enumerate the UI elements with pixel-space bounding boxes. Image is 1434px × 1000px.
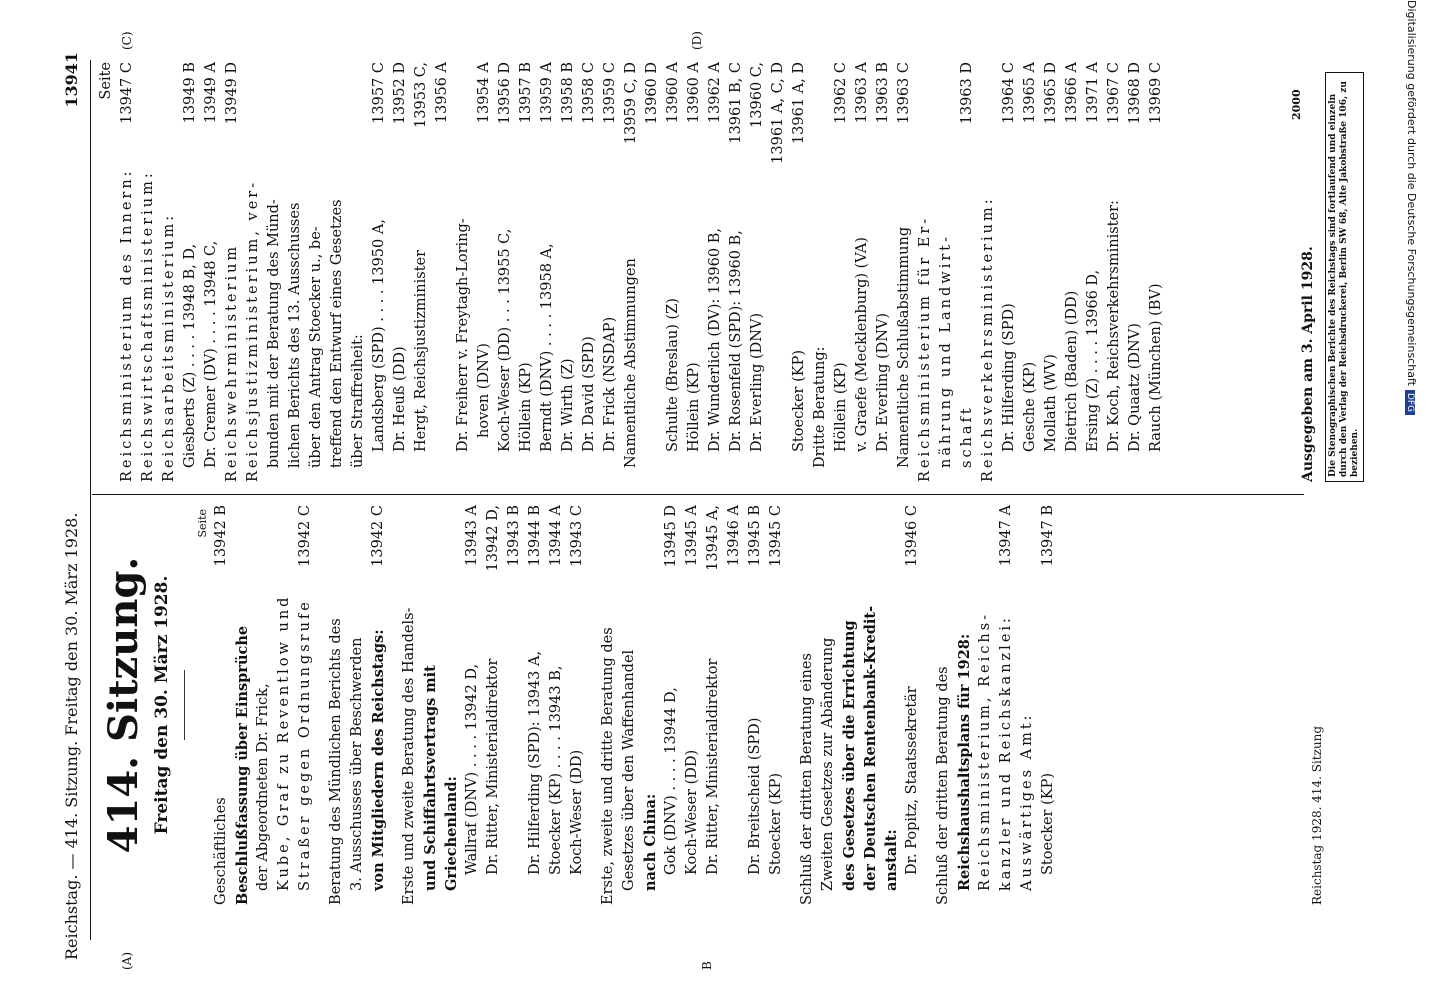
toc-entry-page: 13945 A: [684, 505, 700, 567]
right-toc: [96, 62, 1167, 482]
toc-entry-page: 13943 C: [569, 505, 585, 567]
session-title: 414. Sitzung.: [100, 556, 147, 854]
toc-entry: [295, 505, 316, 905]
toc-entry: [390, 62, 411, 482]
toc-entry: [902, 505, 923, 905]
toc-entry-page: Seite: [98, 62, 114, 100]
toc-entry-text: Reichsarbeitsministerium:: [161, 212, 177, 482]
toc-gap: [787, 505, 797, 905]
toc-entry: [264, 62, 285, 482]
toc-entry-page: 13960 A: [665, 62, 681, 124]
toc-entry: [999, 62, 1020, 482]
toc-entry-text: Reichswirtschaftsministerium:: [140, 170, 156, 482]
toc-entry: [705, 62, 726, 482]
header-page-number: 13941: [62, 52, 81, 108]
toc-gap: [588, 505, 598, 905]
toc-entry-text: Dr. Rosenfeld (SPD): 13960 B,: [728, 230, 744, 452]
toc-entry-page: 13954 A: [476, 62, 492, 124]
toc-entry-page: 13956 D: [497, 62, 513, 125]
toc-entry-text: und Schiffahrtsvertrags mit: [422, 665, 439, 891]
toc-entry: [306, 62, 327, 482]
toc-entry: [996, 505, 1017, 905]
toc-entry-text: Mollath (WV): [1043, 354, 1059, 452]
toc-entry-text: nährung und Landwirt-: [938, 234, 954, 468]
page-header: [62, 52, 86, 960]
toc-entry-page: 13957 B: [518, 62, 534, 124]
toc-entry-text: Dr. Hilferding (SPD): 13943 A,: [527, 650, 543, 875]
toc-entry: [211, 505, 232, 905]
toc-entry-text: Gesetzes über den Waffenhandel: [621, 649, 637, 891]
toc-entry: [600, 62, 621, 482]
toc-entry-text: Reichsministerium für Er-: [917, 215, 933, 482]
toc-entry: [954, 505, 975, 905]
toc-entry-page: 13960 C,: [749, 62, 765, 128]
toc-entry: [117, 62, 138, 482]
toc-entry-page: 13953 C,: [413, 62, 429, 128]
toc-entry-text: v. Graefe (Mecklenburg) (VA): [854, 237, 870, 452]
toc-entry: [432, 62, 453, 482]
toc-entry: [222, 62, 243, 482]
toc-entry-text: Koch-Weser (DD) . . . 13955 C,: [497, 228, 513, 452]
toc-entry-page: 13963 B: [875, 62, 891, 124]
toc-entry-text: des Gesetzes über die Errichtung: [841, 620, 858, 891]
toc-entry-text: Schluß der dritten Beratung eines: [799, 653, 815, 905]
toc-entry: [399, 505, 420, 905]
toc-entry-text: über den Antrag Stoecker u., be-: [308, 226, 324, 468]
toc-entry-text: Gok (DNV) . . . . 13944 D,: [663, 687, 679, 875]
toc-entry-page: 13945 B: [747, 505, 763, 567]
toc-entry-page: 13959 C, D: [623, 62, 639, 145]
toc-entry: [642, 62, 663, 482]
toc-entry: [1062, 62, 1083, 482]
toc-entry-text: nach China:: [642, 793, 659, 891]
toc-entry: [274, 505, 295, 905]
toc-entry-text: der Deutschen Rentenbank-Kredit-: [862, 605, 879, 891]
toc-entry: [567, 505, 588, 905]
toc-entry-page: 13958 B: [560, 62, 576, 124]
toc-entry-text: Erste und zweite Beratung des Handels-: [401, 607, 417, 905]
toc-entry: [768, 62, 789, 482]
toc-entry-page: 13945 C: [768, 505, 784, 567]
toc-entry-page: 13962 A: [707, 62, 723, 124]
toc-entry: [873, 62, 894, 482]
toc-entry-page: 13961 A, D: [791, 62, 807, 145]
toc-entry-page: 13943 B: [506, 505, 522, 567]
toc-entry-page: 13946 A: [726, 505, 742, 567]
toc-gap: [923, 505, 933, 905]
toc-entry: [1104, 62, 1125, 482]
toc-entry: [978, 62, 999, 482]
toc-entry: [745, 505, 766, 905]
toc-entry: [1041, 62, 1062, 482]
toc-entry: [682, 505, 703, 905]
toc-entry: [441, 505, 462, 905]
toc-entry-text: Schulte (Breslau) (Z): [665, 298, 681, 452]
toc-entry: [537, 62, 558, 482]
toc-entry-page: 13958 C: [581, 62, 597, 124]
distribution-notice: Die Stenographischen Berichte des Reichstags sind fortlaufend und einzeln durch den Verlag der Reichsdruckerei, Berlin SW 68, Alte Jakobstraße 106, zu beziehen.: [1325, 72, 1364, 482]
toc-entry-text: Höllein (KP): [686, 362, 702, 452]
toc-entry: [253, 505, 274, 905]
toc-gap: [389, 505, 399, 905]
toc-entry-text: Namentliche Schlußabstimmung: [896, 226, 912, 468]
toc-entry-text: Giesberts (Z) . . . . 13948 B, D,: [182, 243, 198, 468]
toc-entry: [327, 62, 348, 482]
toc-entry-text: lichen Berichts des 13. Ausschusses: [287, 202, 303, 468]
toc-entry-text: Höllein (KP): [518, 362, 534, 452]
toc-entry-page: 13957 C: [371, 62, 387, 124]
toc-entry: [96, 62, 117, 482]
toc-entry-text: Dr. Heuß (DD): [392, 346, 408, 452]
toc-entry: [462, 505, 483, 905]
seite-label: Seite: [196, 509, 209, 538]
toc-entry-text: Griechenland:: [443, 776, 460, 891]
toc-entry: [285, 62, 306, 482]
toc-entry: [684, 62, 705, 482]
toc-entry: [726, 62, 747, 482]
toc-entry: [453, 62, 474, 482]
toc-entry-text: 3. Ausschusses über Beschwerden: [349, 637, 365, 891]
toc-entry: [180, 62, 201, 482]
toc-entry-page: 13971 A: [1085, 62, 1101, 124]
toc-entry-text: Dr. Wirth (Z): [560, 358, 576, 452]
toc-entry-page: 13960 D: [644, 62, 660, 125]
toc-entry-text: Beschlußfassung über Einsprüche: [234, 625, 251, 905]
toc-entry: [411, 62, 432, 482]
toc-entry: [1038, 505, 1059, 905]
toc-entry: [789, 62, 810, 482]
margin-mark-a: (A): [120, 951, 134, 970]
toc-entry: [138, 62, 159, 482]
toc-entry-text: Dr. Frick (NSDAP): [602, 316, 618, 452]
toc-entry: [368, 505, 389, 905]
toc-entry-page: 13949 D: [224, 62, 240, 125]
toc-entry-text: Gesche (KP): [1022, 361, 1038, 452]
toc-entry-text: Auswärtiges Amt:: [1019, 712, 1035, 891]
toc-entry: [957, 62, 978, 482]
toc-entry-text: Namentliche Abstimmungen: [623, 258, 639, 468]
toc-entry-text: anstalt:: [883, 829, 900, 891]
toc-entry-text: Landsberg (SPD) . . . . 13950 A,: [371, 219, 387, 452]
toc-entry-page: 13967 C: [1106, 62, 1122, 124]
toc-entry: [159, 62, 180, 482]
toc-entry: [810, 62, 831, 482]
toc-entry-page: 13945 D: [663, 505, 679, 568]
margin-mark-b: B: [700, 961, 714, 970]
toc-entry-text: Dietrich (Baden) (DD): [1064, 290, 1080, 452]
toc-entry: [915, 62, 936, 482]
toc-entry: [546, 505, 567, 905]
toc-entry-text: Dritte Beratung:: [812, 346, 828, 468]
toc-entry-page: 13961 A, C, D: [770, 62, 786, 164]
toc-entry: [621, 62, 642, 482]
toc-entry-text: Rauch (München) (BV): [1148, 283, 1164, 452]
toc-entry-text: Stoecker (KP): [768, 772, 784, 875]
toc-entry: [661, 505, 682, 905]
toc-entry-text: Erste, zweite und dritte Beratung des: [600, 627, 616, 905]
toc-entry-text: von Mitgliedern des Reichstags:: [370, 629, 387, 891]
toc-entry-page: 13949 A: [203, 62, 219, 124]
toc-entry: [766, 505, 787, 905]
toc-entry-text: Stoecker (KP): [791, 349, 807, 452]
toc-entry-text: treffend den Entwurf eines Gesetzes: [329, 199, 345, 468]
toc-entry-page: 13944 B: [527, 505, 543, 567]
toc-entry-text: Dr. Quaatz (DNV): [1127, 323, 1143, 452]
margin-mark-c: (C): [120, 31, 134, 50]
toc-entry-text: Dr. Everling (DNV): [749, 312, 765, 452]
toc-entry-page: 13949 B: [182, 62, 198, 124]
toc-entry: [839, 505, 860, 905]
toc-entry-page: 13964 C: [1001, 62, 1017, 124]
toc-entry-page: 13947 B: [1040, 505, 1056, 567]
toc-entry-page: 13960 A: [686, 62, 702, 124]
toc-entry-text: Reichshaushaltsplans für 1928:: [956, 633, 973, 891]
header-title: Reichstag. — 414. Sitzung. Freitag den 30. März 1928.: [62, 512, 81, 960]
toc-entry-text: Stoecker (KP): [1040, 772, 1056, 875]
toc-entry: [495, 62, 516, 482]
toc-entry: [703, 505, 724, 905]
session-date: Freitag den 30. März 1928.: [152, 575, 172, 835]
margin-mark-d: (D): [690, 31, 704, 50]
toc-entry-text: Koch-Weser (DD): [684, 749, 700, 875]
toc-entry: [1017, 505, 1038, 905]
toc-entry-page: 13965 A: [1022, 62, 1038, 124]
toc-entry-text: Reichsministerium des Innern:: [119, 168, 135, 482]
dfg-credit: [1404, 0, 1418, 1000]
toc-entry: [558, 62, 579, 482]
toc-entry-page: 13959 C: [602, 62, 618, 124]
toc-entry: [818, 505, 839, 905]
toc-entry: [347, 505, 368, 905]
header-rule: [90, 60, 91, 940]
toc-entry-page: 13961 B, C: [728, 62, 744, 144]
toc-entry-page: 13963 D: [959, 62, 975, 125]
toc-entry-text: Hergt, Reichsjustizminister: [413, 249, 429, 452]
toc-entry-page: 13969 C: [1148, 62, 1164, 124]
toc-entry-page: 13943 A: [464, 505, 480, 567]
toc-entry: [894, 62, 915, 482]
toc-entry-text: Dr. David (SPD): [581, 336, 597, 452]
toc-entry-text: Beratung des Mündlichen Berichts des: [328, 618, 344, 905]
toc-entry-text: Reichsministerium, Reichs-: [977, 611, 993, 891]
toc-entry-page: 13944 A: [548, 505, 564, 567]
toc-entry-page: 13963 C: [896, 62, 912, 124]
toc-entry-text: der Abgeordneten Dr. Frick,: [255, 683, 271, 891]
toc-entry-text: Kube, Graf zu Reventlow und: [276, 594, 292, 891]
toc-entry: [619, 505, 640, 905]
toc-entry: [831, 62, 852, 482]
toc-entry-text: Höllein (KP): [833, 362, 849, 452]
toc-entry: [724, 505, 745, 905]
toc-entry-text: Reichsjustizministerium, ver-: [245, 179, 261, 482]
right-column: [96, 62, 1167, 482]
toc-entry: [663, 62, 684, 482]
toc-entry-page: 13962 C: [833, 62, 849, 124]
toc-entry: [516, 62, 537, 482]
toc-entry-page: 13947 C: [119, 62, 135, 124]
sign-number: 2000: [1290, 89, 1303, 120]
toc-entry-text: Dr. Everling (DNV): [875, 312, 891, 452]
toc-entry-text: Geschäftliches: [213, 797, 229, 905]
toc-entry: [1125, 62, 1146, 482]
toc-entry-text: Reichsverkehrsministerium:: [980, 196, 996, 482]
toc-entry-text: Reichswehrministerium: [224, 243, 240, 482]
toc-entry: [369, 62, 390, 482]
toc-entry: [474, 62, 495, 482]
toc-entry: [747, 62, 768, 482]
left-column: [96, 505, 1059, 905]
column-divider: [92, 494, 1304, 495]
toc-entry: [860, 505, 881, 905]
toc-entry-text: Wallraf (DNV) . . . . 13942 D,: [464, 663, 480, 875]
toc-entry-page: 13942 C: [370, 505, 386, 567]
toc-entry: [936, 62, 957, 482]
toc-entry: [1020, 62, 1041, 482]
title-separator: [184, 670, 185, 740]
toc-entry: [525, 505, 546, 905]
toc-entry: [504, 505, 525, 905]
toc-entry-page: 13945 A,: [705, 505, 721, 571]
toc-entry: [326, 505, 347, 905]
toc-entry-page: 13959 A: [539, 62, 555, 124]
toc-entry-text: kanzler und Reichskanzlei:: [998, 615, 1014, 891]
toc-entry: [1146, 62, 1167, 482]
toc-entry-text: Zweiten Gesetzes zur Abänderung: [820, 637, 836, 891]
toc-entry-text: bunden mit der Beratung des Münd-: [266, 199, 282, 468]
credit-text: Digitalisierung gefördert durch die Deutsche Forschungsgemeinschaft: [1405, 0, 1418, 386]
toc-entry-page: 13942 B: [213, 505, 229, 567]
toc-entry: [243, 62, 264, 482]
toc-entry: [579, 62, 600, 482]
toc-entry: [933, 505, 954, 905]
toc-entry-text: über Straffreiheit:: [350, 334, 366, 468]
toc-entry-page: 13968 D: [1127, 62, 1143, 125]
toc-entry-text: Straßer gegen Ordnungsrufe: [297, 599, 313, 891]
toc-entry: [201, 62, 222, 482]
toc-entry: [598, 505, 619, 905]
toc-entry-page: 13942 C: [297, 505, 313, 567]
toc-entry-text: hoven (DNV): [476, 343, 492, 438]
toc-entry-page: 13947 A: [998, 505, 1014, 567]
toc-entry: [483, 505, 504, 905]
toc-entry-page: 13942 D,: [485, 505, 501, 572]
toc-entry-text: Koch-Weser (DD): [569, 749, 585, 875]
publication-date: Ausgegeben am 3. April 1928.: [1300, 246, 1316, 482]
toc-entry-page: 13946 C: [904, 505, 920, 567]
toc-entry: [640, 505, 661, 905]
toc-entry: [420, 505, 441, 905]
toc-entry-text: Stoecker (KP) . . . . 13943 B,: [548, 665, 564, 875]
toc-entry-text: Schluß der dritten Beratung des: [935, 666, 951, 905]
toc-entry-text: Dr. Koch, Reichsverkehrsminister:: [1106, 200, 1122, 452]
dfg-logo: DFG: [1405, 390, 1415, 415]
toc-entry-page: 13963 A: [854, 62, 870, 124]
toc-entry-text: Dr. Ritter, Ministerialdirektor: [705, 658, 721, 875]
toc-entry-page: 13956 A: [434, 62, 450, 124]
toc-entry-text: Dr. Breitscheid (SPD): [747, 717, 763, 875]
toc-entry-text: Dr. Popitz, Staatssekretär: [904, 686, 920, 875]
left-toc: [211, 505, 1059, 905]
toc-entry: [797, 505, 818, 905]
toc-entry-page: 13952 D: [392, 62, 408, 125]
toc-entry-text: Dr. Cremer (DV) . . . . 13948 C,: [203, 240, 219, 468]
toc-entry-text: Ersing (Z) . . . . 13966 D,: [1085, 269, 1101, 452]
toc-entry-page: 13965 D: [1043, 62, 1059, 125]
toc-entry-text: Dr. Freiherr v. Freytagh-Loring-: [455, 218, 471, 452]
toc-entry-text: Dr. Ritter, Ministerialdirektor: [485, 658, 501, 875]
toc-entry-page: 13966 A: [1064, 62, 1080, 124]
toc-entry-text: Dr. Wunderlich (DV): 13960 B,: [707, 228, 723, 452]
toc-entry-text: Dr. Hilferding (SPD): [1001, 303, 1017, 452]
toc-entry: [975, 505, 996, 905]
toc-entry-text: schaft: [959, 405, 975, 468]
toc-entry: [881, 505, 902, 905]
toc-entry: [348, 62, 369, 482]
toc-entry: [1083, 62, 1104, 482]
toc-entry-text: Berndt (DNV) . . . . 13958 A,: [539, 243, 555, 452]
toc-entry: [232, 505, 253, 905]
toc-entry: [852, 62, 873, 482]
footer-left: Reichstag 1928. 414. Sitzung: [1310, 725, 1324, 905]
toc-gap: [316, 505, 326, 905]
